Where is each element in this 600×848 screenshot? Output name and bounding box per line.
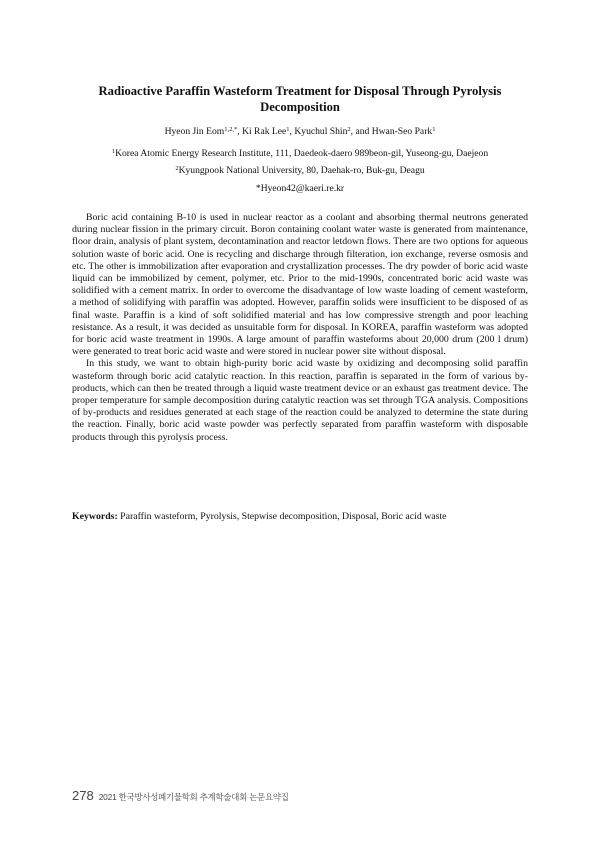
author-affiliation-sup: 1,2,* (224, 126, 238, 133)
corresponding-email: *Hyeon42@kaeri.re.kr (255, 183, 345, 194)
abstract-paragraph: Boric acid containing B-10 is used in nuclear reactor as a coolant and absorbing thermal neutrons generated during nuclear fission in the primary circuit. Boron containing coolant water waste is generated from maintenance, floor drain, analysis of plant system, decontamination and reactor letdown flows. There are two options for aqueous solution waste of boric acid. One is recycling and discharge through filteration, ion exchange, reverse osmosis and etc. The other is immobilization after evaporation and crystallization processes. The dry powder of boric acid waste liquid can be immobilized by cement, polymer, etc. Prior to the mid-1990s, concentrated boric acid waste was solidified with a cement matrix. In order to overcome the disadvantage of low waste loading of cement wasteform, a method of solidifying with paraffin was adopted. However, paraffin solids were insufficient to be disposed of as final waste. Paraffin is a kind of soft solidified material and has low compressive strength and poor leaching resistance. As a result, it was decided as unsuitable form for disposal. In KOREA, paraffin wasteform was adopted for boric acid waste treatment in 1990s. A large amount of paraffin wasteforms about 20,000 drum (200 l drum) were generated to treat boric acid waste and were stored in nuclear power site without disposal. (72, 212, 528, 358)
author-affiliation-sup: 1 (286, 126, 290, 133)
author-name: Hwan-Seo Park (371, 126, 433, 137)
abstract-body (72, 212, 528, 444)
author-list: Hyeon Jin Eom$^{1,2,*}$, Ki Rak Lee$^1$, Kyuchul Shin$^2$, and Hwan-Seo Park$^1$ (164, 126, 436, 137)
proceedings-title: 2021 한국방사성폐기물학회 추계학술대회 논문요약집 (98, 792, 289, 802)
paper-title: Radioactive Paraffin Wasteform Treatment for Disposal Through Pyrolysis Decomposition (98, 84, 502, 114)
author-affiliation-sup: 2 (347, 126, 351, 133)
page-number: 278 (72, 788, 94, 803)
affiliation-1: $^1$Korea Atomic Energy Research Institute, 111, Daedeok-daero 989beon-gil, Yuseong-gu, Daejeon (111, 148, 489, 159)
keywords-label: Keywords: (72, 511, 118, 522)
keywords (72, 511, 528, 523)
author-name: Ki Rak Lee (242, 126, 287, 137)
page-footer (72, 787, 289, 805)
keywords-list: Paraffin wasteform, Pyrolysis, Stepwise decomposition, Disposal, Boric acid waste (117, 511, 447, 522)
author-name: Kyuchul Shin (294, 126, 348, 137)
abstract-paragraph: In this study, we want to obtain high-purity boric acid waste by oxidizing and decomposing solid paraffin wasteform through boric acid catalytic reaction. In this reaction, paraffin is separated in the form of various by-products, which can then be treated through a liquid waste treatment device or an exhaust gas treatment device. The proper temperature for sample decomposition during catalytic reaction was set through TGA analysis. Compositions of by-products and residues generated at each stage of the reaction could be analyzed to determine the state during the reaction. Finally, boric acid waste powder was perfectly separated from paraffin wasteform with disposable products through this pyrolysis process. (72, 358, 528, 443)
author-name: Hyeon Jin Eom (164, 126, 225, 137)
author-affiliation-sup: 1 (432, 126, 436, 133)
affiliation-2: $^2$Kyungpook National University, 80, Daehak-ro, Buk-gu, Deagu (175, 165, 425, 176)
